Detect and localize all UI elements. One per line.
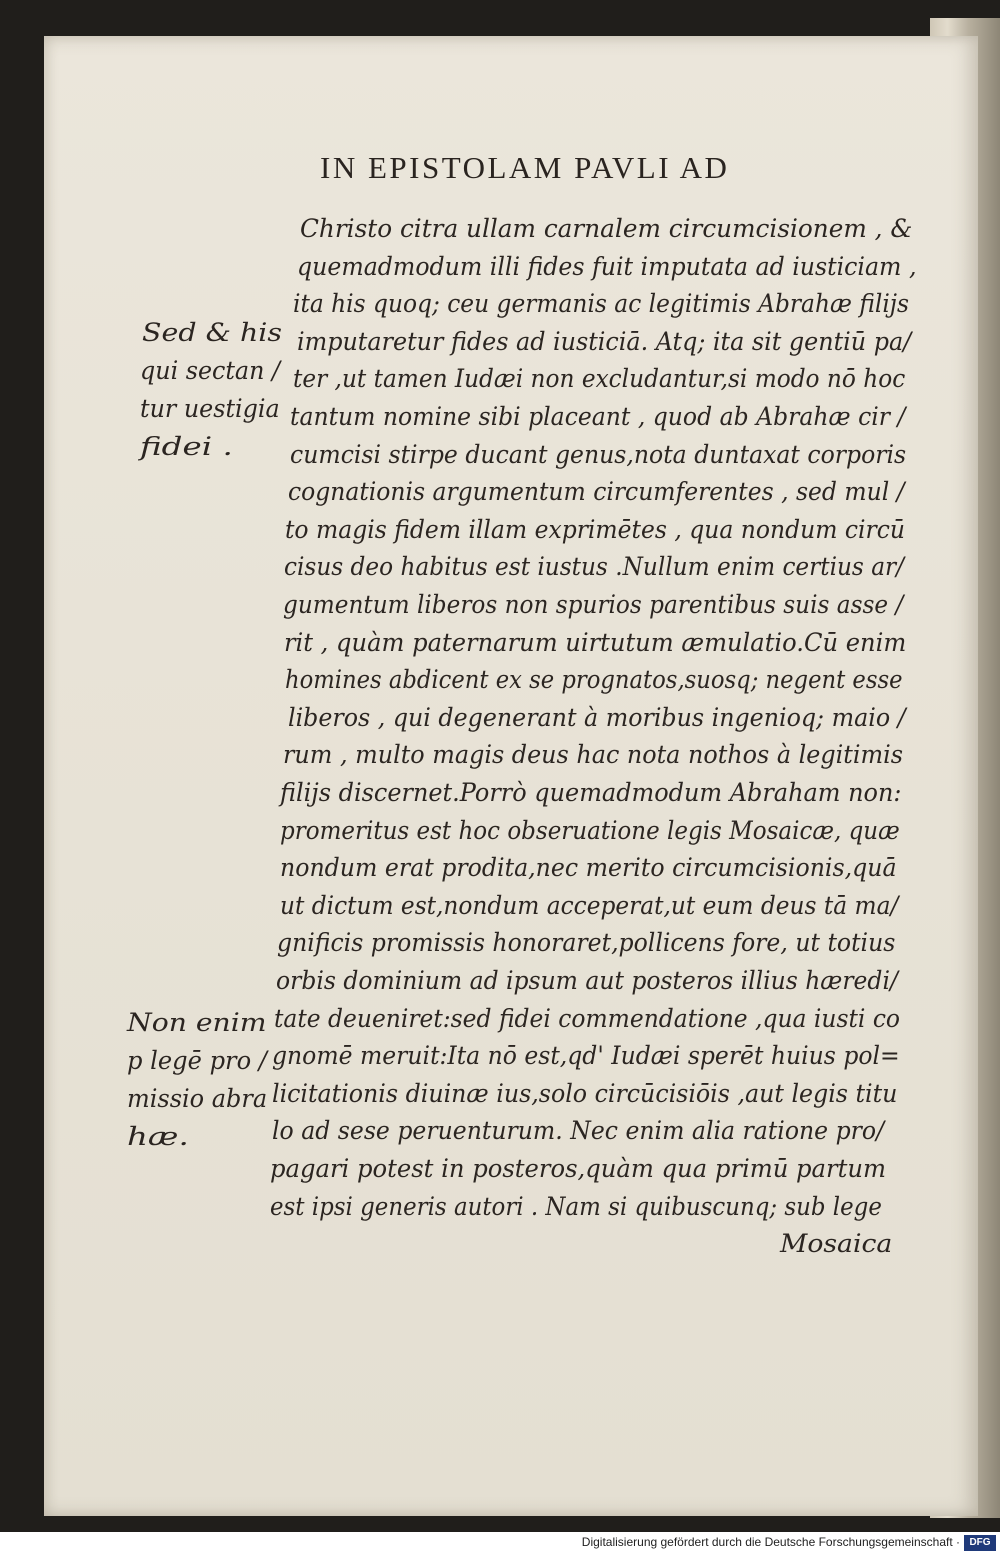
body-line: imputaretur fides ad iusticiā. Atq; ita sit gentiū pa/: [297, 326, 912, 356]
body-line: tantum nomine sibi placeant , quod ab Abrahæ cir /: [290, 402, 906, 431]
body-line: cumcisi stirpe ducant genus,nota duntaxat corporis: [290, 439, 907, 469]
margin-note-line: tur uestigia: [140, 394, 280, 423]
body-line: gnomē meruit:Ita nō est,qd' Iudæi sperēt huius pol=: [272, 1041, 900, 1071]
body-line: ita his quoq; ceu germanis ac legitimis Abrahæ filijs: [293, 289, 910, 319]
body-line: ut dictum est,nondum acceperat,ut eum deus tā ma/: [280, 890, 899, 920]
body-line: tate deueniret:sed fidei commendatione ,qua iusti co: [274, 1003, 901, 1033]
body-line: orbis dominium ad ipsum aut posteros illius hæredi/: [276, 966, 898, 995]
body-line: quemadmodum illi fides fuit imputata ad iusticiam ,: [297, 251, 917, 281]
digitization-footer: [0, 1532, 1000, 1555]
footer-credit: Digitalisierung gefördert durch die Deutsche Forschungsgemeinschaft ·: [581, 1535, 960, 1549]
margin-note-line: p legē pro /: [127, 1046, 267, 1075]
body-line: gumentum liberos non spurios parentibus suis asse /: [283, 590, 904, 619]
margin-note-line: fidei .: [140, 432, 233, 461]
body-line: liberos , qui degenerant à moribus ingenioq; maio /: [288, 702, 906, 732]
body-line: Mosaica: [780, 1229, 893, 1259]
body-line: pagari potest in posteros,quàm qua primū partum: [270, 1154, 886, 1183]
body-line: rum , multo magis deus hac nota nothos à legitimis: [283, 740, 903, 770]
body-line: rit , quàm paternarum uirtutum æmulatio.Cū enim: [284, 627, 907, 657]
body-line: filijs discernet.Porrò quemadmodum Abraham non:: [280, 778, 902, 807]
body-line: to magis fidem illam exprimētes , qua nondum circū: [285, 514, 906, 544]
margin-note-line: Non enim: [127, 1008, 267, 1037]
margin-note-line: hæ.: [127, 1122, 189, 1151]
body-line: gnificis promissis honoraret,pollicens fore, ut totius: [277, 928, 896, 958]
body-line: homines abdicent ex se prognatos,suosq; negent esse: [285, 665, 903, 695]
body-line: ter ,ut tamen Iudæi non excludantur,si modo nō hoc: [293, 364, 906, 394]
margin-note-line: missio abra: [127, 1084, 268, 1113]
body-line: lo ad sese peruenturum. Nec enim alia ratione pro/: [272, 1116, 885, 1146]
body-line: cisus deo habitus est iustus .Nullum enim certius ar/: [284, 552, 904, 582]
body-line: est ipsi generis autori . Nam si quibuscunq; sub lege: [270, 1191, 882, 1221]
body-line: cognationis argumentum circumferentes , sed mul /: [288, 477, 905, 507]
running-head: IN EPISTOLAM PAVLI AD: [320, 150, 730, 185]
body-line: promeritus est hoc obseruatione legis Mosaicæ, quæ: [280, 815, 900, 845]
margin-note-line: qui sectan /: [140, 356, 281, 385]
body-line: Christo citra ullam carnalem circumcisionem , &: [300, 214, 913, 243]
body-line: licitationis diuinæ ius,solo circūcisiōis ,aut legis titu: [272, 1078, 898, 1108]
margin-note-line: Sed & his: [142, 318, 282, 347]
body-line: nondum erat prodita,nec merito circumcisionis,quā: [280, 853, 897, 883]
dfg-logo: DFG: [964, 1535, 996, 1551]
